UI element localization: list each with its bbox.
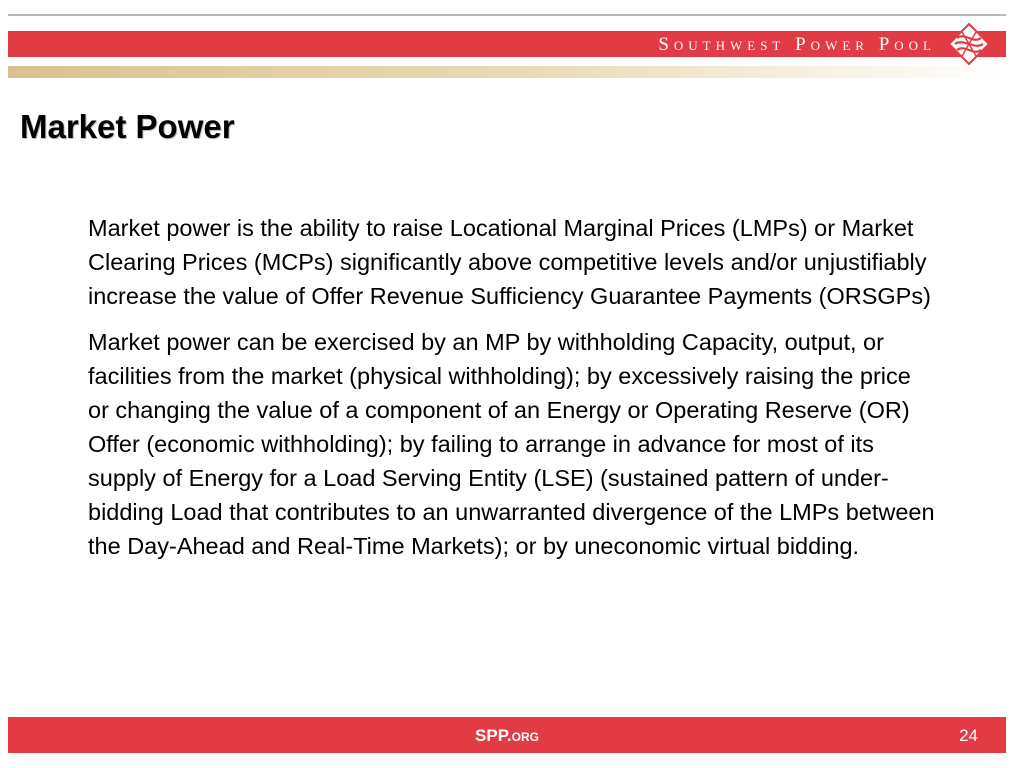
- spp-logo-icon: [947, 22, 991, 66]
- footer-website: [8, 726, 1006, 746]
- footer-url-main: SPP.: [475, 726, 512, 745]
- body-paragraph-1: Market power is the ability to raise Locational Marginal Prices (LMPs) or Market Clearing Prices (MCPs) significantly above competitive levels and/or unjustifiably increase the value of Offer Revenue Sufficiency Guarantee Payments (ORSGPs): [88, 215, 931, 309]
- footer-band: [8, 717, 1006, 753]
- page-number: 24: [959, 726, 978, 745]
- top-divider: [8, 14, 1006, 16]
- body-paragraph-2: Market power can be exercised by an MP by withholding Capacity, output, or facilities from the market (physical withholding); by excessively raising the price or changing the value of a component of an Energy or Operating Reserve (OR) Offer (economic withholding); by failing to arrange in advance for most of its supply of Energy for a Load Serving Entity (LSE) (sustained pattern of under-bidding Load that contributes to an unwarranted divergence of the LMPs between the Day-Ahead and Real-Time Markets); or by uneconomic virtual bidding.: [88, 329, 935, 559]
- brand-name: Southwest Power Pool: [658, 34, 936, 55]
- slide-title: Market Power: [20, 108, 235, 145]
- gold-accent-band: [8, 66, 1006, 78]
- header-band: [8, 31, 1006, 57]
- slide-body: [88, 211, 938, 575]
- footer-url-suffix: org: [511, 726, 539, 745]
